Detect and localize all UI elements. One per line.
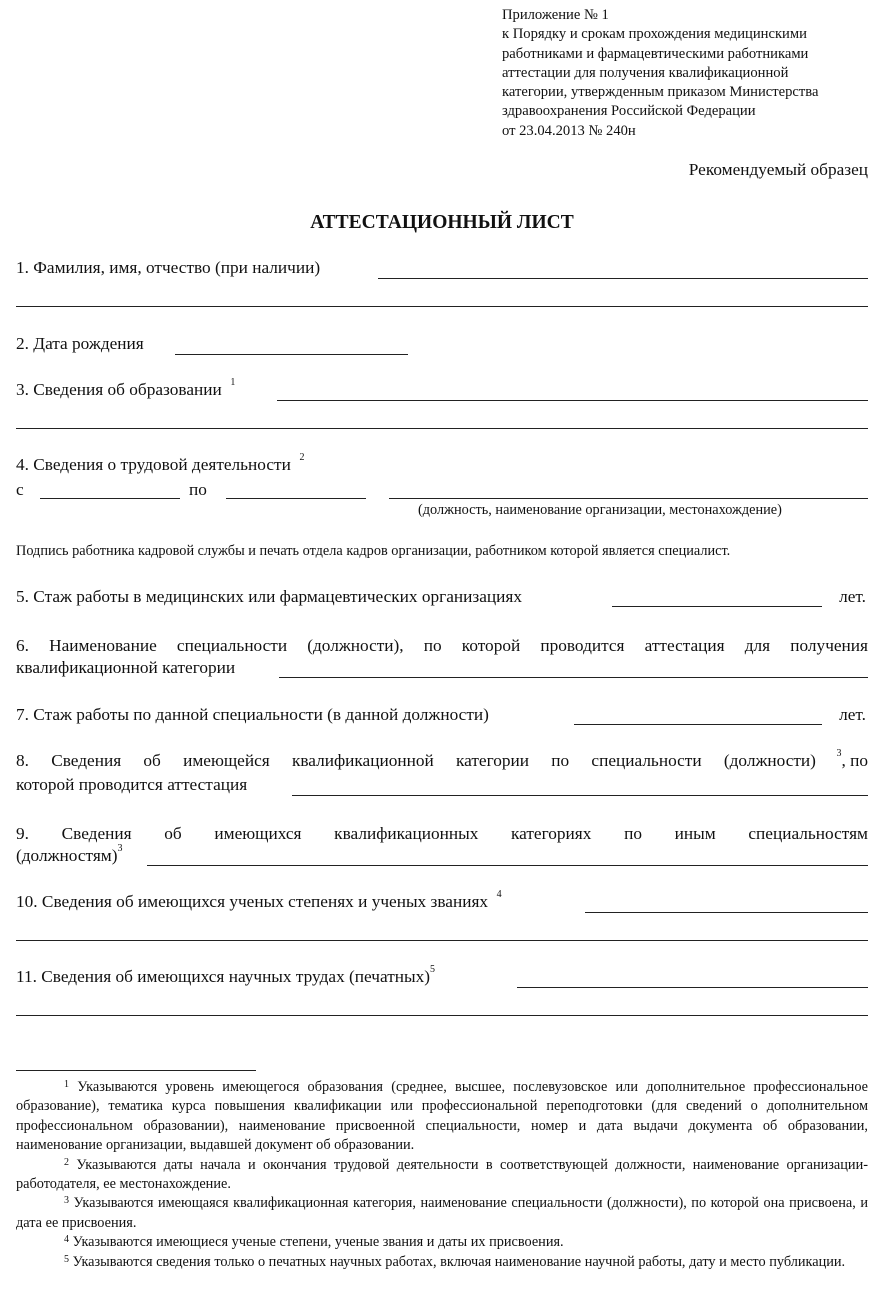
current-category-input-line[interactable] [292,795,868,796]
to-label: по [189,480,207,499]
field-1-label: 1. Фамилия, имя, отчество (при наличии) [16,258,321,277]
full-name-input-line-2[interactable] [16,306,868,307]
footnote-4: $^4$ Указываются имеющиеся ученые степени, ученые звания и даты их присвоения. [64,1234,564,1251]
field-8-word: 8. [16,751,29,770]
field-8-word: (должности) [723,751,816,770]
years-unit: лет. [839,705,866,724]
field-8-word: Сведения [51,751,122,770]
field-4-label: 4. Сведения о трудовой деятельности $^2$ [16,452,305,474]
scientific-works-input-line[interactable] [517,987,868,988]
annex-line: Приложение № 1 [502,7,609,23]
footnote-ref: 1 [230,377,236,388]
field-2-label: 2. Дата рождения [16,334,144,353]
from-label: с [16,480,24,499]
footnote-ref: 3 [836,748,842,759]
field-6-label-cont: квалификационной категории [16,658,236,677]
footnote-1: $^1$ Указываются уровень имеющегося образования (среднее, высшее, послевузовское или дополнительное профессиональное образование), тематика курса повышения квалификации или профессиональной переподготовки (для сведений о дополнительном профессиональном образовании), наименование присвоенной специальности, номер и дата выдачи документа об образовании, наименование организации, выдавшей документ об образовании. [16,1079,868,1154]
field-8-word: по [551,751,570,770]
annex-line: категории, утвержденным приказом Министерства [502,84,819,101]
field-8-word: об [143,751,161,770]
signature-note: Подпись работника кадровой службы и печать отдела кадров организации, работником которой является специалист. [16,543,731,559]
annex-line: к Порядку и срокам прохождения медицинскими [502,26,807,43]
field-9-label-cont: (должностям)$^3$ [16,843,123,865]
specialty-input-line[interactable] [279,677,868,678]
education-input-line-2[interactable] [16,428,868,429]
recommended-sample-label: Рекомендуемый образец [688,160,868,179]
position-caption: (должность, наименование организации, местонахождение) [418,502,782,518]
field-11-label: 11. Сведения об имеющихся научных трудах (печатных)$^5$ [16,964,435,986]
field-8-word: квалификационной [291,751,434,770]
birth-date-input-line[interactable] [175,354,408,355]
annex-line: работниками и фармацевтическими работниками [502,45,809,62]
field-3-label: 3. Сведения об образовании $^1$ [16,377,236,399]
annex-line: здравоохранения Российской Федерации [502,103,756,120]
footnotes [16,1078,868,1272]
specialty-experience-input-line[interactable] [574,724,822,725]
medical-experience-input-line[interactable] [612,606,822,607]
field-10-label: 10. Сведения об имеющихся ученых степенях и ученых званиях $^4$ [16,889,502,911]
field-8-tail: $^3$, по [836,748,868,770]
annex-header [502,6,818,141]
academic-degrees-input-line[interactable] [585,912,868,913]
years-unit: лет. [839,587,866,606]
footnote-ref: 4 [496,889,502,900]
scientific-works-input-line-2[interactable] [16,1015,868,1016]
field-5-label: 5. Стаж работы в медицинских или фармацевтических организациях [16,587,522,606]
field-8-word: специальности [591,751,702,770]
footnote-ref: 3 [117,843,123,854]
field-7-label: 7. Стаж работы по данной специальности (в данной должности) [16,705,489,724]
page-title: АТТЕСТАЦИОННЫЙ ЛИСТ [310,212,574,233]
footnote-ref: 5 [430,964,435,975]
position-input-line[interactable] [389,498,868,499]
field-6-label: 6. Наименование специальности (должности), по которой проводится аттестация для получения [16,636,868,655]
start-date-input-line[interactable] [40,498,180,499]
footnote-ref: 2 [299,452,305,463]
footnote-5: $^5$ Указываются сведения только о печатных научных работах, включая наименование научной работы, дату и место публикации. [64,1253,846,1270]
field-8-label [16,748,868,771]
field-8-text [16,751,816,771]
other-categories-input-line[interactable] [147,865,868,866]
end-date-input-line[interactable] [226,498,366,499]
full-name-input-line[interactable] [378,278,868,279]
footnote-separator [16,1070,256,1071]
footnote-3: $^3$ Указываются имеющаяся квалификационная категория, наименование специальности (должности), по которой она присвоена, и дата ее присвоения. [16,1195,868,1231]
field-8-label-cont: которой проводится аттестация [16,775,248,794]
field-9-label: 9. Сведения об имеющихся квалификационных категориях по иным специальностям [16,824,868,843]
academic-degrees-input-line-2[interactable] [16,940,868,941]
annex-line: от 23.04.2013 № 240н [502,122,636,139]
annex-line: аттестации для получения квалификационной [502,64,789,81]
field-8-word: категории [456,751,530,770]
field-8-word: имеющейся [183,751,270,770]
footnote-2: $^2$ Указываются даты начала и окончания трудовой деятельности в соответствующей должности, наименование организации-работодателя, ее местонахождение. [16,1156,868,1193]
education-input-line[interactable] [277,400,868,401]
